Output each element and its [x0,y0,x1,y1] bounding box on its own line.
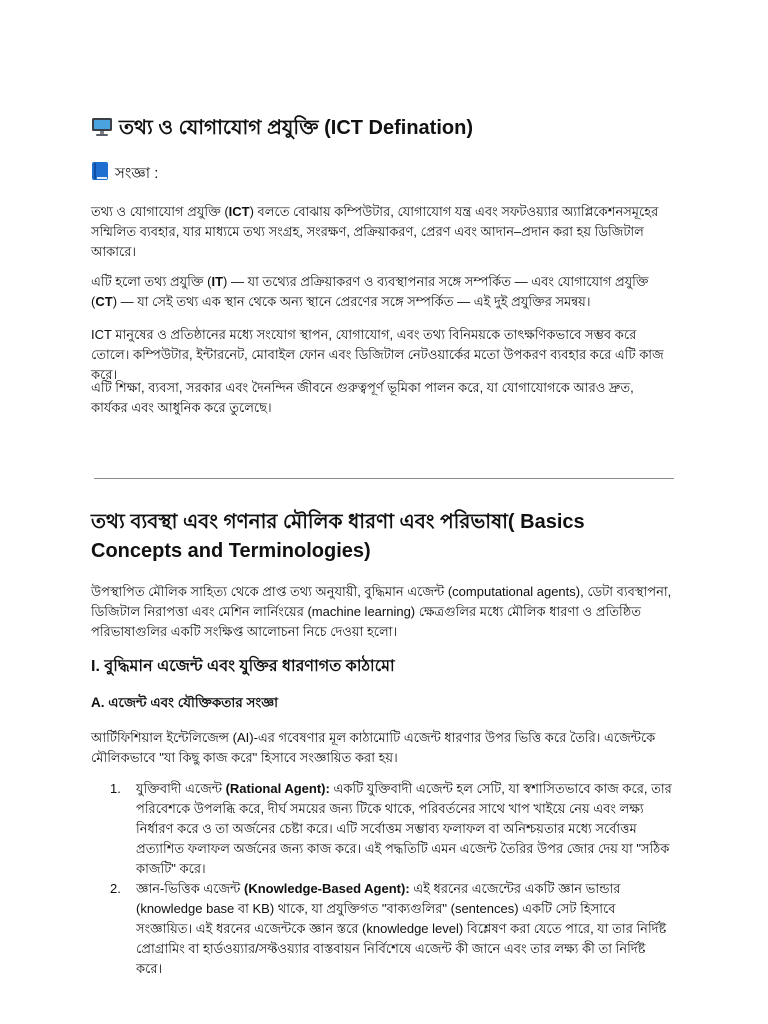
paragraph-text-run: ICT [228,204,250,219]
definition-heading [91,161,673,188]
subsection-a-title: এজেন্ট এবং যৌক্তিকতার সংজ্ঞা [104,695,279,710]
paragraph-text-run: ) — যা সেই তথ্য এক স্থান থেকে অন্য স্থানে প্রেরণের সঙ্গে সম্পর্কিত — এই দুই প্রযুক্তির সমন্বয়। [112,294,591,309]
paragraph-text-run: CT [95,294,113,309]
section-title-english: Basics Concepts and Terminologies) [91,511,585,562]
intro-paragraph-3 [91,325,673,385]
intro-paragraph-2 [91,272,673,312]
title-bengali: তথ্য ও যোগাযোগ প্রযুক্তি [119,117,325,139]
paragraph-text-run: তথ্য ও যোগাযোগ প্রযুক্তি ( [91,204,229,219]
overview-paragraph: উপস্থাপিত মৌলিক সাহিত্য থেকে প্রাপ্ত তথ্য অনুযায়ী, বুদ্ধিমান এজেন্ট (computational agents), ডেটা ব্যবস্থাপনা, ডিজিটাল নিরাপত্তা এবং মেশিন লার্নিংয়ের (machine learning) ক্ষেত্রগুলির মধ্যে মৌলিক ধারণা ও প্রতিষ্ঠিত পরিভাষাগুলির একটি সংক্ষিপ্ত আলোচনা নিচে দেওয়া হলো। [91,584,672,639]
subsection-number: I. [91,658,100,675]
paragraph-text-run: এটি শিক্ষা, ব্যবসা, সরকার এবং দৈনন্দিন জীবনে গুরুত্বপূর্ণ ভূমিকা পালন করে, যা যোগাযোগকে আরও দ্রুত, কার্যকর এবং আধুনিক করে তুলেছে। [91,380,634,415]
blue-book-icon [91,161,109,188]
list-item-term: (Rational Agent): [225,781,330,796]
paragraph-text-run: ) বলতে বোঝায় কম্পিউটার, যোগাযোগ যন্ত্র এবং সফটওয়্যার অ্যাপ্লিকেশনসমূহের সম্মিলিত ব্যবহার, যার মাধ্যমে তথ্য সংগ্রহ, সংরক্ষণ, প্রক্রিয়াকরণ, প্রেরণ এবং আদান–প্রদান করা হয় ডিজিটাল আকারে। [91,204,659,259]
list-item-text: একটি যুক্তিবাদী এজেন্ট হল সেটি, যা স্বশাসিতভাবে কাজ করে, তার পরিবেশকে উপলব্ধি করে, দীর্ঘ সময়ের জন্য টিকে থাকে, পরিবর্তনের সাথে খাপ খাইয়ে নেয় এবং লক্ষ্য নির্ধারণ করে ও তা অর্জনের চেষ্টা করে। এটি সর্বোত্তম সম্ভাব্য ফলাফল বা অনিশ্চয়তার মধ্যে সর্বোত্তম প্রত্যাশিত ফলাফল অর্জনের জন্য কাজ করে। এই পদ্ধতিটি এমন এজেন্ট তৈরির উপর জোর দেয় যা "সঠিক কাজটি" করে। [136,781,672,876]
subsection-heading-a [91,693,673,713]
horizontal-divider [94,478,674,479]
list-item [110,779,673,879]
list-item-prefix: যুক্তিবাদী এজেন্ট [136,781,226,796]
subsection-heading-i [91,656,673,678]
section-title-bengali: তথ্য ব্যবস্থা এবং গণনার মৌলিক ধারণা এবং পরিভাষা( [91,511,521,533]
agent-definition-paragraph: আর্টিফিশিয়াল ইন্টেলিজেন্স (AI)-এর গবেষণার মূল কাঠামোটি এজেন্ট ধারণার উপর ভিত্তি করে তৈরি। এজেন্টকে মৌলিকভাবে "যা কিছু কাজ করে" হিসাবে সংজ্ঞায়িত করা হয়। [91,730,656,765]
list-item-prefix: জ্ঞান-ভিত্তিক এজেন্ট [136,881,245,896]
paragraph-text-run: ICT মানুষের ও প্রতিষ্ঠানের মধ্যে সংযোগ স্থাপন, যোগাযোগ, এবং তথ্য বিনিময়কে তাৎক্ষণিকভাবে সম্ভব করে তোলে। কম্পিউটার, ইন্টারনেট, মোবাইল ফোন এবং ডিজিটাল নেটওয়ার্কের মতো উপকরণ ব্যবহার করে এটি কাজ করে। [91,327,664,382]
title-english: (ICT Defination) [324,117,473,139]
subsection-letter: A. [91,695,105,710]
page-title [91,114,673,145]
list-item-term: (Knowledge-Based Agent): [244,881,410,896]
list-item-text: এই ধরনের এজেন্টের একটি জ্ঞান ভান্ডার (knowledge base বা KB) থাকে, যা প্রযুক্তিগত "বাক্যগুলির" (sentences) একটি সেট হিসাবে সংজ্ঞায়িত। এই ধরনের এজেন্টকে জ্ঞান স্তরে (knowledge level) বিশ্লেষণ করা যেতে পারে, যা তার নির্দিষ্ট প্রোগ্রামিং বা হার্ডওয়্যার/সফ্টওয়্যার বাস্তবায়ন নির্বিশেষে এজেন্ট কী জানে এবং তার লক্ষ্য কী তা নির্দিষ্ট করে। [136,881,667,976]
paragraph-text-run: IT [211,274,224,289]
definition-label: সংজ্ঞা : [115,165,159,182]
agent-types-list [110,779,673,979]
section-title [91,508,673,566]
intro-paragraph-1 [91,202,673,262]
list-item [110,879,673,979]
paragraph-text-run: ) — যা তথ্যের প্রক্রিয়াকরণ ও ব্যবস্থাপনার সঙ্গে সম্পর্কিত — এবং যোগাযোগ প্রযুক্তি ( [91,274,649,309]
paragraph-text-run: এটি হলো তথ্য প্রযুক্তি ( [91,274,212,289]
desktop-computer-icon [91,117,113,145]
subsection-title: বুদ্ধিমান এজেন্ট এবং যুক্তির ধারণাগত কাঠামো [99,658,395,675]
list-number: 2. [110,881,121,896]
intro-paragraph-4 [91,378,673,418]
list-number: 1. [110,781,121,796]
